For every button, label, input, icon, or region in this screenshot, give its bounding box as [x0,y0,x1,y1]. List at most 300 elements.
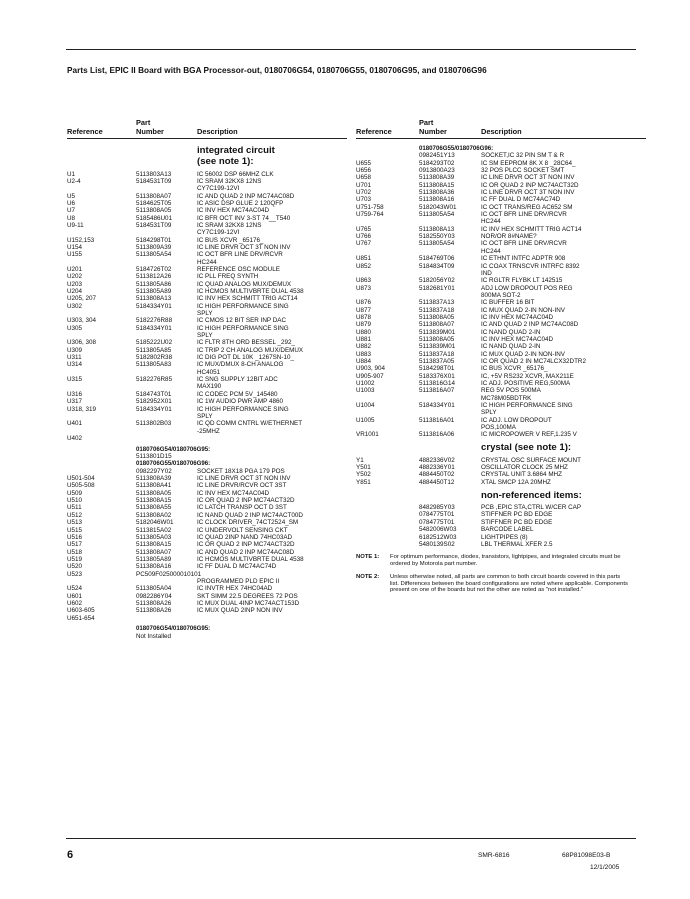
part-number-cell: 5184834T09 [419,262,455,270]
reference-cell: U316 [67,390,83,398]
part-row [67,475,347,482]
reference-cell: U201 [67,265,83,273]
description-cell: CY7C199-12VI [197,185,240,193]
reference-cell: U883 [356,350,372,358]
reference-cell: U205, 207 [67,295,97,303]
note-item [356,574,646,594]
part-row [67,266,347,273]
part-row [356,226,646,233]
description-cell: IC OR QUAD 2 INP MC74ACT32D [197,541,295,549]
description-cell: IC ADJ. LOW DROPOUT [481,416,552,424]
part-number-cell: 5113808A02 [136,511,172,519]
part-number-cell: 5113805A54 [419,240,455,248]
part-row [356,329,646,336]
part-row [67,325,347,332]
reference-cell: U603-605 [67,607,95,615]
part-row [67,303,347,310]
part-number-cell: 5184298T01 [419,365,455,373]
reference-cell: U767 [356,240,372,248]
part-row [67,332,347,339]
part-row [67,497,347,504]
part-number-cell: 5182550Y03 [419,233,455,241]
part-row [356,174,646,181]
part-row [67,541,347,548]
part-row [356,511,646,518]
part-number-cell: 5113805A54 [419,211,455,219]
part-number-cell: 5113805A04 [136,585,172,593]
header-reference: Reference [67,126,103,136]
part-row [67,273,347,280]
part-number-cell: 5113816A06 [419,431,455,439]
part-number-cell: 5113816A01 [419,416,455,424]
description-cell: SPLY [197,332,213,340]
part-row [67,406,347,413]
part-number-cell: 5113816A07 [419,387,455,395]
part-row [67,295,347,302]
description-cell: HC244 [197,258,217,266]
part-row [67,490,347,497]
part-row [67,428,347,435]
reference-cell: U317 [67,398,83,406]
part-row [67,504,347,511]
note-label: NOTE 1: [356,554,380,561]
part-number-cell: 5184293T02 [419,159,455,167]
description-cell: STIFFNER PC BD EDGE [481,511,553,519]
description-cell: IC LINE DRVR/RCVR OCT 3ST [197,482,287,490]
part-number-cell: 5113803A13 [136,170,172,178]
description-cell: PCB ,EPIC STA,CTRL W/CER CAP [481,504,582,512]
description-cell: IC OCT TRANS/REG AC652 SM [481,203,573,211]
part-row [67,354,347,361]
part-row [67,534,347,541]
description-cell: IC LINE DRVR OCT 3T NON INV [197,475,291,483]
reference-cell: U314 [67,361,83,369]
description-cell: IC FLTR 8TH ORD BESSEL _292_ [197,339,295,347]
part-number-cell: 4884450T02 [419,471,455,479]
part-number-cell: 5113808A05 [419,313,455,321]
description-cell: IC SRAM 32KX8 12NS [197,221,262,229]
description-cell: IC OCT BFR LINE DRV/RCVR [481,211,567,219]
group-label-text: 0180706G54/0180706G95: [136,445,211,453]
description-cell: IC OCT BFR LINE DRV/RCVR [481,240,567,248]
reference-cell: U1004 [356,402,375,410]
part-row [67,519,347,526]
part-row [356,409,646,416]
part-number-cell: 8482985Y03 [419,504,455,512]
part-row [67,207,347,214]
part-number-cell: 5113837A18 [419,350,455,358]
part-number-cell: 5113808A55 [136,504,172,512]
description-cell: IC PLL FREQ SYNTH [197,273,259,281]
reference-cell: Y502 [356,471,371,479]
part-number-cell: 5113808A05 [419,335,455,343]
header-reference: Reference [356,126,392,136]
description-cell: LBL THERMAL XFER 2.5 [481,540,553,548]
description-cell: IC HCMOS MULTIVBRTE DUAL 4538 [197,288,304,295]
description-cell: IC OR QUAD 2 INP MC74ACT32D [197,497,295,505]
part-number-cell: 4884450T12 [419,478,455,486]
description-cell: IC INV HEX MC74AC04D [481,313,554,321]
description-cell: CRYSTAL OSC SURFACE MOUNT [481,456,581,464]
description-cell: PROGRAMMED PLD EPIC II [197,577,280,585]
part-row [356,336,646,343]
description-cell: IC INV HEX MC74AC04D [197,489,270,497]
header-part-number: Part Number [419,118,447,136]
part-row [356,417,646,424]
description-cell: POS,100MA [481,424,516,432]
part-row [356,211,646,218]
description-cell: SPLY [197,412,213,420]
reference-cell: U401 [67,420,83,428]
part-number-cell: 5184625T05 [136,199,172,207]
part-row [356,541,646,548]
parts-list-left [67,145,347,640]
part-row [67,556,347,563]
part-row [67,571,347,578]
header-description: Description [481,126,522,136]
part-number-cell: 5113808A07 [419,321,455,329]
description-cell: IC CODEC PCM 5V_145480 [197,390,278,398]
reference-cell: U309 [67,346,83,354]
description-cell: IC QUAD ANALOG MUX/DEMUX [197,280,292,288]
description-cell: LIGHTPIPES (8) [481,533,528,541]
part-row [356,299,646,306]
part-row [356,402,646,409]
part-number-cell: 5113808A26 [136,607,172,615]
part-number-cell: 5113805A89 [136,288,172,295]
part-row [356,314,646,321]
part-row [67,607,347,614]
description-cell: IC AND QUAD 2 INP MC74AC08D [197,548,295,556]
reference-cell: U306, 308 [67,339,97,347]
part-row [67,376,347,383]
reference-cell: U305 [67,324,83,332]
description-cell: IC LINE DRVR OCT 3T NON INV [481,189,575,197]
reference-cell: U203 [67,280,83,288]
description-cell: IC MUX QUAD 2INP NON INV [197,607,283,615]
part-number-cell: 5113816G14 [419,380,455,387]
description-cell: -25MHZ [197,427,220,435]
part-row [356,519,646,526]
header-description: Description [197,126,238,136]
parts-column-left [67,110,347,640]
description-cell: IC FF DUAL D MC74AC74D [481,196,561,204]
part-number-cell: 5182056Y02 [419,277,455,285]
reference-cell: U751-758 [356,203,384,211]
reference-cell: U602 [67,599,83,607]
part-number-cell: 5184769T06 [419,255,455,263]
group-label [67,460,347,467]
reference-cell: U876 [356,299,372,307]
part-number-cell: 5183376X01 [419,372,455,380]
description-cell: IC NAND QUAD 2 INP MC74ACT00D [197,511,303,519]
reference-cell: U701 [356,181,372,189]
part-number-cell: 5182952X01 [136,398,172,406]
reference-cell: U303, 304 [67,317,97,325]
description-cell: IC BFR OCT INV 3-ST 74__T540 [197,214,291,222]
reference-cell: U8 [67,214,76,222]
part-row [67,633,347,640]
description-cell: IND [481,269,492,277]
description-cell: IC QD COMM CNTRL W/ETHERNET [197,420,303,428]
description-cell: IC BUFFER 16 BIT [481,299,535,307]
column-header [356,110,646,139]
part-row [356,277,646,284]
note-label: NOTE 2: [356,573,380,580]
description-cell: IC ADJ. POSITIVE REG,500MA [481,380,571,387]
section-heading: integrated circuit [197,145,275,156]
doc-reference: 68P81098E03-B [562,852,611,859]
reference-cell: U765 [356,225,372,233]
part-row [356,233,646,240]
part-number-cell: 5113837A05 [419,357,455,365]
reference-cell: U315 [67,376,83,384]
part-number-cell: 5113808A39 [136,475,172,483]
part-row [356,457,646,464]
description-cell: IC FF DUAL D MC74AC74D [197,563,277,571]
part-number-cell: 5113808A07 [136,192,172,200]
description-cell: IC INV HEX MC74AC04D [197,207,270,215]
reference-cell: U509 [67,489,83,497]
part-number-cell: 5184726T02 [136,265,172,273]
part-row [67,420,347,427]
description-cell: IC RGLTR FLYBK LT 142515 [481,277,563,285]
part-row [356,248,646,255]
reference-cell: U878 [356,313,372,321]
part-number-cell: 5113805A86 [136,280,172,288]
part-row [356,373,646,380]
part-row [356,182,646,189]
reference-cell: U1002 [356,380,375,387]
part-number-cell: 5113808A15 [419,181,455,189]
doc-date: 12/1/2005 [590,864,620,871]
description-cell: IC INV HEX SCHMITT TRIG ACT14 [197,295,298,303]
part-number-cell: 5184298T01 [136,236,172,244]
reference-cell: U6 [67,199,76,207]
part-row [67,200,347,207]
part-row [67,563,347,570]
part-row [356,218,646,225]
description-cell: IC HCMOS MULTIVBRTE DUAL 4538 [197,555,304,563]
part-row [356,534,646,541]
part-row [356,152,646,159]
part-row [356,431,646,438]
description-cell: IC LINE DRVR OCT 3T NON INV [197,243,291,251]
description-cell: SOCKET,IC 32 PIN SM T & R [481,152,565,160]
reference-cell: U601 [67,592,83,600]
part-number-cell: 5482006W03 [419,526,457,534]
description-cell: IC MUX QUAD 2-IN NON-INV [481,350,565,358]
part-number-cell: 5113808A16 [136,563,172,571]
part-row [356,255,646,262]
column-header [67,110,347,139]
part-row [67,347,347,354]
part-row [67,391,347,398]
note-text: Unless otherwise noted, all parts are common to both circuit boards covered in this parts list. Differences between the board configurations are noted where applicable. Components present on one of the boards but not the other are noted as "not installed." [390,573,628,594]
description-cell: IC NAND QUAD 2-IN [481,343,541,351]
description-cell: IC OCT BFR LINE DRV/RCVR [197,251,283,259]
part-row [356,196,646,203]
reference-cell: U2-4 [67,177,81,185]
reference-cell: U7 [67,207,76,215]
part-number-cell: 4882336Y01 [419,464,455,472]
part-number-cell: 5182043W01 [419,203,457,211]
reference-cell: VR1001 [356,431,379,439]
header-part-number: Part Number [136,118,164,136]
reference-cell: U703 [356,196,372,204]
part-number-cell: 5113808A41 [136,482,172,490]
part-row [67,468,347,475]
description-cell: HC244 [481,218,501,226]
part-row [67,237,347,244]
part-row [67,369,347,376]
part-number-cell: 5184334Y01 [136,324,172,332]
reference-cell: U852 [356,262,372,270]
description-cell: REG 5V POS 500MA [481,387,541,395]
part-row [356,424,646,431]
part-row [67,317,347,324]
part-number-cell: 5113837A18 [419,306,455,314]
reference-cell: U510 [67,497,83,505]
reference-cell: U702 [356,189,372,197]
part-number-cell: 5113802B03 [136,420,172,428]
description-cell: SPLY [481,409,497,417]
description-cell: MAX190 [197,383,222,391]
part-row [67,413,347,420]
description-cell: SKT SIMM 22.5 DEGREES 72 POS [197,592,298,600]
doc-code: SMR-6816 [478,852,510,859]
part-row [67,222,347,229]
group-label [67,446,347,453]
group-label [67,625,347,632]
part-row [67,310,347,317]
description-cell: ADJ LOW DROPOUT POS REG [481,284,573,292]
reference-cell: U863 [356,277,372,285]
description-cell: MC78M05BDTRK [481,394,532,402]
bottom-rule [66,838,636,839]
part-number-cell: 5113801D15 [136,453,172,461]
description-cell: IC INV HEX MC74AC04D [481,335,554,343]
reference-cell: U501-504 [67,475,95,483]
reference-cell: U517 [67,541,83,549]
part-number-cell: 5185486U01 [136,214,173,222]
description-cell: BARCODE LABEL [481,526,534,534]
part-number-cell: 5113805A89 [136,555,172,563]
reference-cell: U651-654 [67,614,95,622]
description-cell: IC LINE DRVR OCT 3T NON INV [481,174,575,182]
part-row [67,288,347,295]
reference-cell: U1 [67,170,76,178]
reference-cell: U1005 [356,416,375,424]
reference-cell: U879 [356,321,372,329]
part-number-cell: 5113805A54 [136,251,172,259]
reference-cell: U311 [67,354,82,362]
part-row [356,321,646,328]
reference-cell: U656 [356,167,372,175]
part-row [356,204,646,211]
part-row [67,339,347,346]
description-cell: IC SNG SUPPLY 12BIT ADC [197,376,278,384]
part-number-cell: 6182512W03 [419,533,457,541]
part-number-cell: 0982451Y13 [419,152,455,160]
reference-cell: U520 [67,563,83,571]
description-cell: IC OR QUAD 2 INP MC74ACT32D [481,181,579,189]
part-row [356,160,646,167]
reference-cell: U513 [67,519,83,527]
section-heading: (see note 1): [197,156,254,167]
description-cell: IC INVTR HEX 74HC04AD [197,585,273,593]
part-row [67,435,347,442]
part-number-cell: 0913800A23 [419,167,455,175]
reference-cell: Y851 [356,478,371,486]
description-cell: IC OR QUAD 2 IN MC74LCX32DTR2 [481,357,586,365]
reference-cell: U518 [67,548,83,556]
reference-cell: U155 [67,251,83,259]
part-row [67,361,347,368]
part-row [67,251,347,258]
description-cell: IC 56002 DSP 66MHZ CLK [197,170,274,178]
reference-cell: U516 [67,533,83,541]
part-number-cell: 0982286Y04 [136,592,172,600]
reference-cell: U873 [356,284,372,292]
description-cell: IC QUAD 2INP NAND 74HC03AD [197,533,293,541]
part-row [356,358,646,365]
part-number-cell: 5113809A39 [136,243,172,251]
part-row [67,453,347,460]
description-cell: IC MICROPOWER V REF,1.235 V [481,431,577,439]
part-number-cell: 5185222U02 [136,339,173,347]
reference-cell: U880 [356,328,372,336]
description-cell: SOCKET 18X18 PGA 179 POS [197,467,285,475]
reference-cell: U903, 904 [356,365,386,373]
part-row [356,189,646,196]
part-row [67,527,347,534]
reference-cell: U884 [356,357,372,365]
part-number-cell: 5182276R85 [136,376,173,384]
description-cell: IC MUX/DMUX 8-CH ANALOG [197,361,284,369]
part-number-cell: PC509F025000010101 [136,570,202,578]
description-cell: IC SM EEPROM 8K X 8 _28C64_ [481,159,576,167]
group-label [356,145,646,152]
description-cell: IC LATCH TRANSP OCT D 3ST [197,504,287,512]
description-cell: CRYSTAL UNIT 3.6864 MHZ [481,471,562,479]
reference-cell: U515 [67,526,83,534]
description-cell: IC ETHNT INTFC ADPTR 908 [481,255,566,263]
part-row [356,395,646,402]
part-number-cell: 5113808A39 [419,174,455,182]
description-cell: IC INV HEX SCHMITT TRIG ACT14 [481,225,582,233]
reference-cell: U202 [67,273,83,281]
part-row [67,578,347,585]
part-number-cell: 5184334Y01 [136,302,172,310]
part-row [356,351,646,358]
part-number-cell: 5113808A26 [136,599,172,607]
part-number-cell: 0784775T01 [419,511,455,519]
description-cell: 32 POS PLCC SOCKET SMT [481,167,565,175]
part-row [67,615,347,622]
part-number-cell: 5182276R88 [136,317,173,325]
part-row [67,593,347,600]
reference-cell: U505-508 [67,482,95,490]
part-number-cell: 0982297Y02 [136,467,172,475]
reference-cell: U877 [356,306,372,314]
reference-cell: U302 [67,302,83,310]
part-number-cell: 5113839M01 [419,343,456,351]
part-number-cell: 5113805A83 [136,361,172,369]
description-cell: STIFFNER PC BD EDGE [481,518,553,526]
part-number-cell: 5184743T01 [136,390,172,398]
description-cell: 800MA SOT-2 [481,291,521,299]
